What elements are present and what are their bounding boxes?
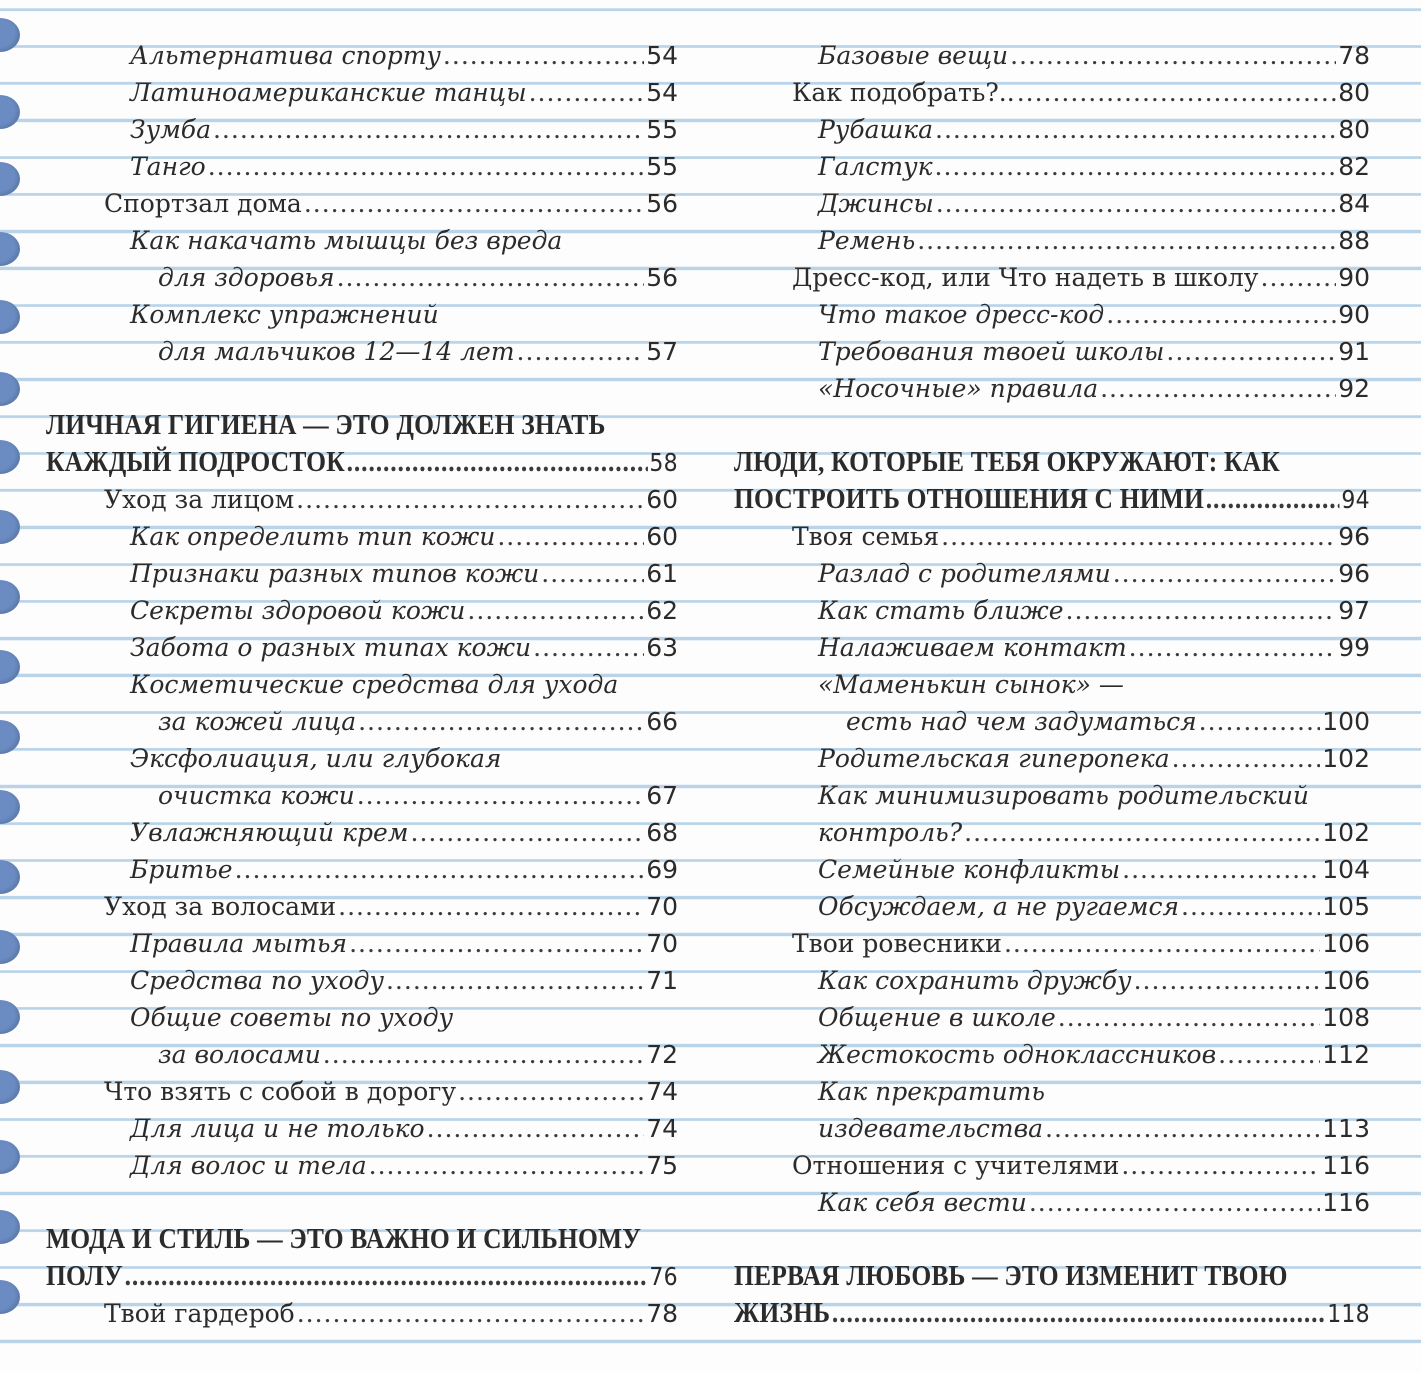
toc-entry-title: Забота о разных типах кожи bbox=[130, 633, 532, 662]
toc-section-heading bbox=[734, 444, 1370, 481]
toc-page-number: 94 bbox=[1341, 485, 1370, 514]
dot-leader bbox=[337, 259, 645, 296]
toc-page-number: 60 bbox=[646, 485, 678, 514]
binding-hole bbox=[0, 1280, 20, 1314]
toc-page-number: 105 bbox=[1322, 892, 1370, 921]
dot-leader bbox=[349, 925, 644, 962]
toc-entry bbox=[46, 1147, 678, 1184]
section-gap bbox=[734, 407, 1370, 444]
toc-entry bbox=[734, 777, 1370, 814]
toc-entry bbox=[734, 925, 1370, 962]
toc-entry bbox=[46, 999, 678, 1036]
toc-entry-title: Уход за лицом bbox=[104, 485, 295, 514]
toc-page-number: 69 bbox=[646, 855, 678, 884]
toc-page-number: 88 bbox=[1338, 226, 1370, 255]
toc-entry bbox=[46, 925, 678, 962]
toc-page-number: 60 bbox=[646, 522, 678, 551]
toc-entry-title: Семейные конфликты bbox=[818, 855, 1121, 884]
dot-leader bbox=[467, 592, 644, 629]
toc-entry-title: Общение в школе bbox=[818, 1003, 1056, 1032]
toc-entry bbox=[46, 666, 678, 703]
binding-hole bbox=[0, 1000, 20, 1034]
dot-leader bbox=[1100, 370, 1336, 407]
toc-entry bbox=[734, 370, 1370, 407]
binding-hole bbox=[0, 930, 20, 964]
toc-page-number: 80 bbox=[1338, 115, 1370, 144]
toc-entry-title: Для лица и не только bbox=[130, 1114, 425, 1143]
toc-entry-title: Латиноамериканские танцы bbox=[130, 78, 527, 107]
binding-hole bbox=[0, 510, 20, 544]
dot-leader bbox=[541, 555, 644, 592]
toc-entry bbox=[734, 740, 1370, 777]
toc-entry-title: Родительская гиперопека bbox=[818, 744, 1170, 773]
toc-entry-title: Дресс-код, или Что надеть в школу bbox=[792, 263, 1259, 292]
toc-entry bbox=[46, 1295, 678, 1332]
toc-entry bbox=[734, 1147, 1370, 1184]
toc-entry bbox=[46, 814, 678, 851]
dot-leader bbox=[1172, 740, 1321, 777]
toc-entry bbox=[46, 74, 678, 111]
toc-entry bbox=[46, 481, 678, 518]
toc-entry-title: Общие советы по уходу bbox=[130, 1003, 454, 1032]
toc-entry-title: за кожей лица bbox=[158, 707, 357, 736]
dot-leader bbox=[1045, 1110, 1320, 1147]
dot-leader bbox=[1004, 925, 1320, 962]
dot-leader bbox=[1010, 37, 1336, 74]
toc-page-number: 102 bbox=[1322, 818, 1370, 847]
toc-entry-title: ПОСТРОИТЬ ОТНОШЕНИЯ С НИМИ bbox=[734, 483, 1205, 515]
toc-page-number: 118 bbox=[1327, 1299, 1370, 1328]
toc-page-number: 61 bbox=[646, 559, 678, 588]
binding-hole bbox=[0, 580, 20, 614]
toc-section-heading bbox=[46, 1258, 678, 1295]
binding-hole bbox=[0, 95, 20, 129]
binding-hole bbox=[0, 860, 20, 894]
toc-page-number: 72 bbox=[646, 1040, 678, 1069]
toc-entry bbox=[734, 111, 1370, 148]
toc-page-number: 108 bbox=[1322, 1003, 1370, 1032]
toc-entry-title: Бритье bbox=[130, 855, 233, 884]
toc-entry bbox=[46, 555, 678, 592]
toc-page-number: 106 bbox=[1322, 966, 1370, 995]
toc-entry bbox=[46, 629, 678, 666]
toc-entry-title: контроль? bbox=[818, 818, 963, 847]
toc-entry-title: ЛЮДИ, КОТОРЫЕ ТЕБЯ ОКРУЖАЮТ: КАК bbox=[734, 446, 1280, 478]
toc-entry-title: для мальчиков 12—14 лет bbox=[158, 337, 515, 366]
toc-entry-title: Косметические средства для ухода bbox=[130, 670, 619, 699]
toc-entry bbox=[734, 37, 1370, 74]
toc-entry-title: Правила мытья bbox=[130, 929, 348, 958]
toc-page-number: 104 bbox=[1322, 855, 1370, 884]
toc-entry-title: Увлажняющий крем bbox=[130, 818, 409, 847]
toc-page-number: 90 bbox=[1338, 300, 1370, 329]
toc-entry-title: ЖИЗНЬ bbox=[734, 1297, 831, 1329]
toc-page-number: 74 bbox=[646, 1077, 678, 1106]
toc-entry bbox=[46, 777, 678, 814]
toc-entry bbox=[734, 962, 1370, 999]
dot-leader bbox=[1113, 555, 1336, 592]
toc-page-number: 71 bbox=[646, 966, 678, 995]
toc-page-number: 56 bbox=[646, 189, 678, 218]
toc-entry-title: есть над чем задуматься bbox=[846, 707, 1197, 736]
toc-page-number: 116 bbox=[1322, 1188, 1370, 1217]
toc-page-number: 70 bbox=[646, 929, 678, 958]
toc-page-number: 66 bbox=[646, 707, 678, 736]
toc-entry-title: Разлад с родителями bbox=[818, 559, 1111, 588]
toc-entry bbox=[734, 1110, 1370, 1147]
toc-entry-title: Твоя семья bbox=[792, 522, 940, 551]
toc-entry bbox=[46, 740, 678, 777]
toc-entry-title: Секреты здоровой кожи bbox=[130, 596, 466, 625]
toc-entry-title: Отношения с учителями bbox=[792, 1151, 1120, 1180]
toc-page-number: 78 bbox=[1338, 41, 1370, 70]
toc-entry bbox=[46, 259, 678, 296]
toc-section-heading bbox=[734, 1295, 1370, 1332]
binding-hole bbox=[0, 372, 20, 406]
toc-entry bbox=[46, 37, 678, 74]
toc-entry bbox=[734, 999, 1370, 1036]
binding-hole bbox=[0, 440, 20, 474]
dot-leader bbox=[1206, 481, 1340, 518]
toc-entry bbox=[46, 1110, 678, 1147]
toc-entry bbox=[734, 185, 1370, 222]
dot-leader bbox=[497, 518, 644, 555]
dot-leader bbox=[1129, 629, 1337, 666]
toc-entry-title: Жестокость одноклассников bbox=[818, 1040, 1217, 1069]
toc-entry-title: Как себя вести bbox=[818, 1188, 1027, 1217]
toc-page-number: 68 bbox=[646, 818, 678, 847]
dot-leader bbox=[1029, 1184, 1320, 1221]
toc-page-number: 80 bbox=[1338, 78, 1370, 107]
toc-entry-title: Как определить тип кожи bbox=[130, 522, 496, 551]
toc-entry bbox=[46, 1073, 678, 1110]
toc-entry bbox=[734, 592, 1370, 629]
toc-entry bbox=[46, 222, 678, 259]
toc-entry-title: Для волос и тела bbox=[130, 1151, 367, 1180]
dot-leader bbox=[935, 111, 1336, 148]
dot-leader bbox=[338, 888, 644, 925]
toc-section-heading bbox=[734, 1258, 1370, 1295]
dot-leader bbox=[1121, 1147, 1320, 1184]
toc-entry-title: Средства по уходу bbox=[130, 966, 384, 995]
toc-entry-title: Налаживаем контакт bbox=[818, 633, 1127, 662]
toc-entry-title: Признаки разных типов кожи bbox=[130, 559, 540, 588]
dot-leader bbox=[304, 185, 644, 222]
dot-leader bbox=[213, 111, 644, 148]
dot-leader bbox=[935, 148, 1337, 185]
toc-entry-title: Что такое дресс-код bbox=[818, 300, 1105, 329]
toc-page-number: 57 bbox=[646, 337, 678, 366]
binding-hole bbox=[0, 1070, 20, 1104]
toc-entry bbox=[734, 259, 1370, 296]
toc-entry bbox=[46, 962, 678, 999]
toc-page-number: 96 bbox=[1338, 522, 1370, 551]
toc-entry-title: Зумба bbox=[130, 115, 211, 144]
dot-leader bbox=[1166, 333, 1336, 370]
toc-entry-title: МОДА И СТИЛЬ — ЭТО ВАЖНО И СИЛЬНОМУ bbox=[46, 1223, 642, 1255]
binding-hole bbox=[0, 18, 20, 52]
toc-page-number: 63 bbox=[646, 633, 678, 662]
toc-entry-title: издевательства bbox=[818, 1114, 1044, 1143]
toc-entry-title: Ремень bbox=[818, 226, 916, 255]
toc-entry-title: Как стать ближе bbox=[818, 596, 1064, 625]
dot-leader bbox=[386, 962, 644, 999]
toc-page-number: 90 bbox=[1338, 263, 1370, 292]
dot-leader bbox=[1261, 259, 1337, 296]
toc-entry-title: КАЖДЫЙ ПОДРОСТОК bbox=[46, 446, 345, 478]
toc-column-right bbox=[734, 37, 1370, 1337]
toc-entry bbox=[734, 222, 1370, 259]
toc-section-heading bbox=[46, 1221, 678, 1258]
toc-page-number: 82 bbox=[1338, 152, 1370, 181]
toc-entry bbox=[734, 666, 1370, 703]
toc-entry bbox=[46, 333, 678, 370]
toc-entry-title: ПЕРВАЯ ЛЮБОВЬ — ЭТО ИЗМЕНИТ ТВОЮ bbox=[734, 1260, 1288, 1292]
dot-leader bbox=[533, 629, 644, 666]
section-gap bbox=[46, 1184, 678, 1221]
toc-entry bbox=[734, 518, 1370, 555]
dot-leader bbox=[832, 1295, 1326, 1332]
toc-page-number: 70 bbox=[646, 892, 678, 921]
binding-hole bbox=[0, 300, 20, 334]
toc-entry bbox=[46, 592, 678, 629]
toc-entry-title: Эксфолиация, или глубокая bbox=[130, 744, 502, 773]
toc-entry bbox=[734, 74, 1370, 111]
toc-page-number: 96 bbox=[1338, 559, 1370, 588]
toc-entry-title: ЛИЧНАЯ ГИГИЕНА — ЭТО ДОЛЖЕН ЗНАТЬ bbox=[46, 409, 606, 441]
toc-entry-title: Требования твоей школы bbox=[818, 337, 1165, 366]
binding-hole bbox=[0, 1210, 20, 1244]
toc-page-number: 62 bbox=[646, 596, 678, 625]
toc-entry bbox=[734, 1073, 1370, 1110]
toc-entry-title: Рубашка bbox=[818, 115, 934, 144]
toc-section-heading bbox=[46, 407, 678, 444]
toc-entry-title: Базовые вещи bbox=[818, 41, 1009, 70]
toc-page-number: 58 bbox=[649, 448, 678, 477]
dot-leader bbox=[347, 444, 648, 481]
toc-page-number: 78 bbox=[646, 1299, 678, 1328]
toc-entry bbox=[734, 333, 1370, 370]
dot-leader bbox=[1199, 703, 1321, 740]
dot-leader bbox=[1017, 74, 1337, 111]
dot-leader bbox=[1181, 888, 1320, 925]
dot-leader bbox=[1218, 1036, 1320, 1073]
toc-section-heading bbox=[734, 481, 1370, 518]
toc-entry-title: Что взять с собой в дорогу bbox=[104, 1077, 457, 1106]
dot-leader bbox=[427, 1110, 645, 1147]
toc-entry bbox=[46, 185, 678, 222]
toc-entry bbox=[734, 1184, 1370, 1221]
toc-section-heading bbox=[46, 444, 678, 481]
toc-entry-title: Твои ровесники bbox=[792, 929, 1002, 958]
toc-page-number: 56 bbox=[646, 263, 678, 292]
toc-entry bbox=[734, 148, 1370, 185]
toc-page-number: 112 bbox=[1322, 1040, 1370, 1069]
toc-entry bbox=[46, 703, 678, 740]
binding-hole bbox=[0, 650, 20, 684]
toc-entry bbox=[734, 1036, 1370, 1073]
toc-page-number: 99 bbox=[1338, 633, 1370, 662]
dot-leader bbox=[357, 777, 644, 814]
toc-entry bbox=[734, 851, 1370, 888]
toc-entry-title: «Маменькин сынок» — bbox=[818, 670, 1124, 699]
toc-page-number: 84 bbox=[1338, 189, 1370, 218]
toc-entry-title: Обсуждаем, а не ругаемся bbox=[818, 892, 1180, 921]
toc-entry-title: за волосами bbox=[158, 1040, 321, 1069]
dot-leader bbox=[297, 1295, 644, 1332]
toc-entry-title: Спортзал дома bbox=[104, 189, 302, 218]
toc-entry-title: Твой гардероб bbox=[104, 1299, 295, 1328]
toc-page-number: 67 bbox=[646, 781, 678, 810]
toc-entry bbox=[46, 888, 678, 925]
dot-leader bbox=[235, 851, 645, 888]
dot-leader bbox=[1122, 851, 1320, 888]
section-gap bbox=[734, 1221, 1370, 1258]
dot-leader bbox=[125, 1258, 648, 1295]
dot-leader bbox=[296, 481, 644, 518]
toc-page-number: 113 bbox=[1322, 1114, 1370, 1143]
toc-entry bbox=[46, 851, 678, 888]
binding-hole bbox=[0, 790, 20, 824]
notebook-spine bbox=[0, 0, 24, 1373]
toc-entry bbox=[46, 296, 678, 333]
toc-page-number: 92 bbox=[1338, 374, 1370, 403]
toc-entry-title: Джинсы bbox=[818, 189, 934, 218]
toc-entry bbox=[46, 148, 678, 185]
toc-entry bbox=[734, 888, 1370, 925]
dot-leader bbox=[1106, 296, 1336, 333]
toc-entry-title: Альтернатива спорту bbox=[130, 41, 441, 70]
dot-leader bbox=[443, 37, 644, 74]
toc-entry-title: очистка кожи bbox=[158, 781, 355, 810]
toc-entry-title: Как накачать мышцы без вреда bbox=[130, 226, 563, 255]
dot-leader bbox=[1058, 999, 1321, 1036]
toc-entry-title: Как подобрать?.. bbox=[792, 78, 1015, 107]
toc-entry-title: Как сохранить дружбу bbox=[818, 966, 1132, 995]
dot-leader bbox=[941, 518, 1336, 555]
toc-page-number: 100 bbox=[1322, 707, 1370, 736]
toc-page-number: 75 bbox=[646, 1151, 678, 1180]
dot-leader bbox=[964, 814, 1320, 851]
toc-page-number: 76 bbox=[649, 1262, 678, 1291]
toc-page-number: 54 bbox=[646, 41, 678, 70]
dot-leader bbox=[358, 703, 644, 740]
toc-page-number: 55 bbox=[646, 152, 678, 181]
dot-leader bbox=[1134, 962, 1321, 999]
toc-entry-title: Галстук bbox=[818, 152, 933, 181]
dot-leader bbox=[517, 333, 645, 370]
dot-leader bbox=[1066, 592, 1337, 629]
dot-leader bbox=[529, 74, 645, 111]
dot-leader bbox=[458, 1073, 644, 1110]
toc-entry bbox=[46, 111, 678, 148]
toc-entry-title: Как прекратить bbox=[818, 1077, 1045, 1106]
binding-hole bbox=[0, 720, 20, 754]
toc-entry-title: Комплекс упражнений bbox=[130, 300, 439, 329]
binding-hole bbox=[0, 1140, 20, 1174]
toc-entry bbox=[734, 814, 1370, 851]
section-gap bbox=[46, 370, 678, 407]
toc-entry bbox=[46, 1036, 678, 1073]
toc-entry-title: ПОЛУ bbox=[46, 1260, 123, 1292]
dot-leader bbox=[369, 1147, 645, 1184]
toc-column-left bbox=[46, 37, 678, 1337]
toc-page-number: 55 bbox=[646, 115, 678, 144]
dot-leader bbox=[936, 185, 1337, 222]
toc-page-number: 97 bbox=[1338, 596, 1370, 625]
toc-entry-title: Танго bbox=[130, 152, 206, 181]
toc-page-number: 54 bbox=[646, 78, 678, 107]
toc-page-number: 91 bbox=[1338, 337, 1370, 366]
toc-page-number: 106 bbox=[1322, 929, 1370, 958]
binding-hole bbox=[0, 232, 20, 266]
dot-leader bbox=[411, 814, 645, 851]
dot-leader bbox=[917, 222, 1336, 259]
toc-entry-title: «Носочные» правила bbox=[818, 374, 1099, 403]
dot-leader bbox=[208, 148, 644, 185]
toc-page-number: 102 bbox=[1322, 744, 1370, 773]
toc-entry bbox=[734, 296, 1370, 333]
binding-hole bbox=[0, 162, 20, 196]
toc-entry-title: для здоровья bbox=[158, 263, 335, 292]
toc-page-number: 116 bbox=[1322, 1151, 1370, 1180]
toc-page-number: 74 bbox=[646, 1114, 678, 1143]
toc-entry bbox=[734, 629, 1370, 666]
dot-leader bbox=[323, 1036, 644, 1073]
toc-entry-title: Как минимизировать родительский bbox=[818, 781, 1310, 810]
toc-entry-title: Уход за волосами bbox=[104, 892, 337, 921]
toc-entry bbox=[46, 518, 678, 555]
toc-entry bbox=[734, 703, 1370, 740]
toc-entry bbox=[734, 555, 1370, 592]
